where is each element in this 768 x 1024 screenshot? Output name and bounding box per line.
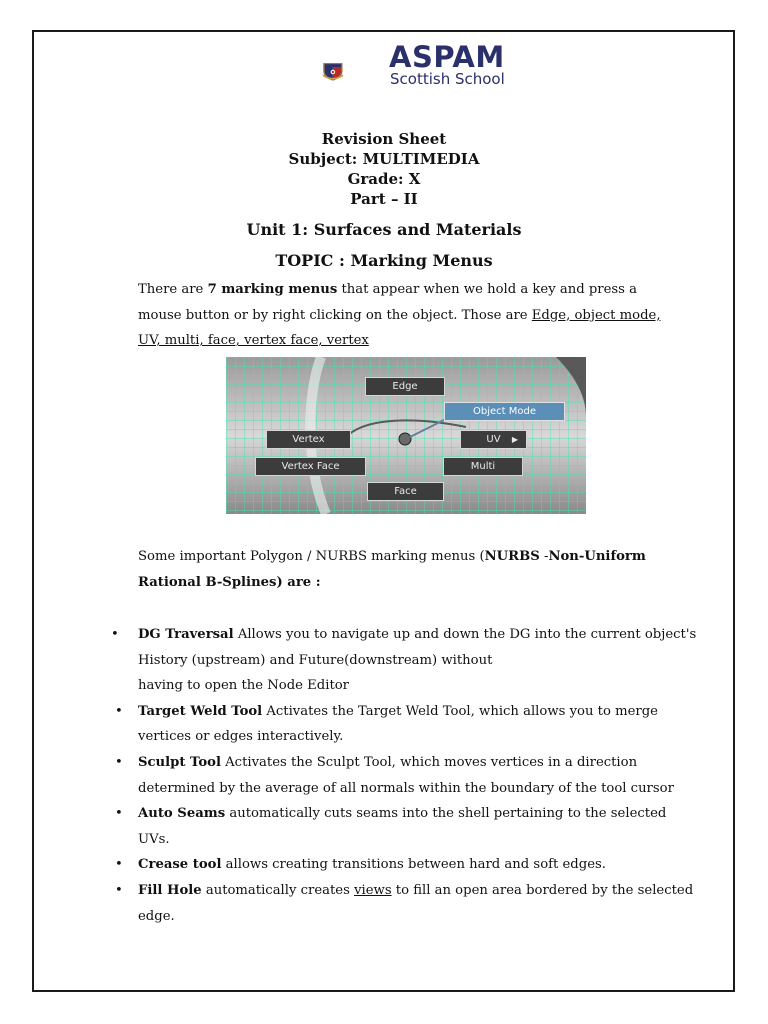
intro-text: There are — [138, 282, 208, 297]
list-item — [115, 699, 698, 750]
bullet-icon: • — [115, 703, 123, 719]
submenu-arrow-icon: ▶ — [511, 435, 518, 444]
part-line: Part – II — [350, 190, 418, 208]
sheet-title: Revision Sheet — [321, 130, 447, 148]
unit-heading: Unit 1: Surfaces and Materials — [246, 220, 522, 239]
marking-menu-screenshot — [226, 357, 586, 514]
intro-text-2: that appear when we hold a key and press a mouse button or by right clicking on the object. Those are — [138, 282, 637, 323]
grade-line: Grade: X — [347, 170, 421, 188]
polygon-text: Some important Polygon / NURBS marking menus ( — [138, 549, 485, 564]
list-item — [115, 852, 698, 878]
nurbs-definition: Non-Uniform Rational B-Splines) are : — [138, 549, 646, 590]
topic-heading: TOPIC : Marking Menus — [275, 251, 493, 270]
bullet-icon: • — [111, 627, 119, 642]
list-item — [111, 622, 698, 699]
menu-list-underlined: Edge, object mode, UV, multi, face, vertex face, vertex — [138, 307, 661, 349]
item-text: Allows you to navigate up and down the DG into the current object's History (upstream) and Future(downstream) without — [138, 627, 697, 668]
nurbs-bold: NURBS — [484, 549, 540, 564]
bullet-icon: • — [115, 806, 123, 822]
menu-vertex-face: Vertex Face — [255, 457, 366, 476]
school-subtitle: Scottish School — [390, 70, 505, 88]
item-text: automatically cuts seams into the shell pertaining to the selected UVs. — [138, 806, 667, 847]
item-text: allows creating transitions between hard and soft edges. — [221, 857, 606, 873]
menu-object-mode: Object Mode — [444, 402, 565, 421]
menu-vertex: Vertex — [266, 430, 351, 449]
item-title: Target Weld Tool — [138, 703, 263, 719]
bullet-list — [111, 622, 698, 929]
bullet-icon: • — [115, 754, 123, 770]
item-title: Sculpt Tool — [138, 754, 221, 770]
list-item — [115, 801, 698, 852]
list-item — [115, 878, 698, 929]
item-title: DG Traversal — [138, 627, 234, 642]
item-title: Auto Seams — [138, 806, 226, 822]
intro-paragraph — [138, 277, 678, 354]
menu-face: Face — [367, 482, 444, 501]
intro-bold: 7 marking menus — [207, 282, 338, 297]
school-name: ASPAM — [389, 40, 505, 74]
item-text: Activates the Sculpt Tool, which moves vertices in a direction determined by the average of all normals within the boundary of the tool cursor — [138, 754, 674, 796]
menu-edge: Edge — [365, 377, 445, 396]
item-text-2: having to open the Node Editor — [138, 678, 349, 694]
list-item — [115, 750, 698, 801]
item-text-2: to fill an open area bordered by the selected edge. — [138, 882, 694, 924]
views-link[interactable]: views — [354, 882, 392, 898]
item-title: Crease tool — [138, 857, 222, 873]
item-text: automatically creates — [201, 882, 355, 898]
bullet-icon: • — [115, 882, 123, 898]
polygon-dash: - — [539, 549, 549, 564]
school-crest-logo — [322, 41, 388, 101]
menu-multi: Multi — [443, 457, 523, 476]
menu-uv: UV ▶ — [460, 430, 527, 449]
bullet-icon: • — [115, 857, 123, 873]
subject-line: Subject: MULTIMEDIA — [288, 150, 480, 168]
item-title: Fill Hole — [138, 882, 202, 898]
polygon-paragraph — [138, 544, 658, 595]
item-text: Activates the Target Weld Tool, which allows you to merge vertices or edges interactively. — [138, 703, 658, 745]
